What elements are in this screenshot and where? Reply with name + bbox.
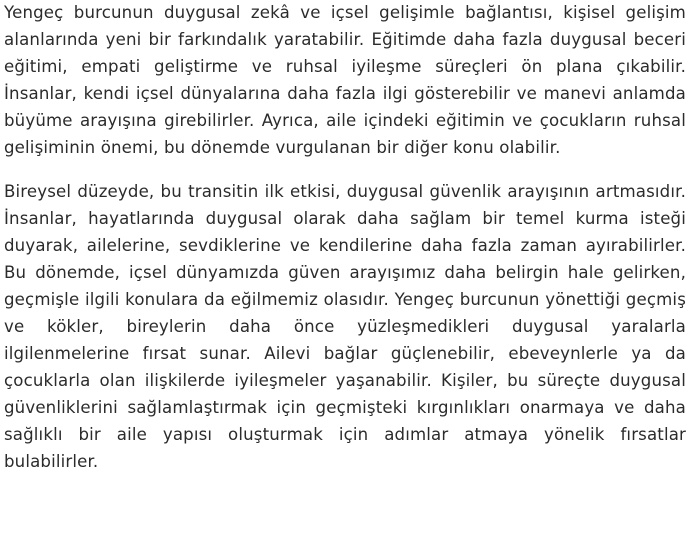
article-paragraph: Bireysel düzeyde, bu transitin ilk etkisi, duygusal güvenlik arayışının artmasıdır. İnsanlar, hayatlarında duygusal olarak daha sağlam bir temel kurma isteği duyarak, ailelerine, sevdiklerine ve kendilerine daha fazla zaman ayırabilirler. Bu dönemde, içsel dünyamızda güven arayışımız daha belirgin hale gelirken, geçmişle ilgili konulara da eğilmemiz olasıdır. Yengeç burcunun yönettiği geçmiş ve kökler, bireylerin daha önce yüzleşmedikleri duygusal yaralarla ilgilenmelerine fırsat sunar. Ailevi bağlar güçlenebilir, ebeveynlerle ya da çocuklarla olan ilişkilerde iyileşmeler yaşanabilir. Kişiler, bu süreçte duygusal güvenliklerini sağlamlaştırmak için geçmişteki kırgınlıkları onarmaya ve daha sağlıklı bir aile yapısı oluşturmak için adımlar atmaya yönelik fırsatlar bulabilirler. [4,182,686,471]
article-paragraph: Yengeç burcunun duygusal zekâ ve içsel gelişimle bağlantısı, kişisel gelişim alanlarında yeni bir farkındalık yaratabilir. Eğitimde daha fazla duygusal beceri eğitimi, empati geliştirme ve ruhsal iyileşme süreçleri ön plana çıkabilir. İnsanlar, kendi içsel dünyalarına daha fazla ilgi gösterebilir ve manevi anlamda büyüme arayışına girebilirler. Ayrıca, aile içindeki eğitimin ve çocukların ruhsal gelişiminin önemi, bu dönemde vurgulanan bir diğer konu olabilir. [4,3,686,157]
article-body [4,0,686,475]
